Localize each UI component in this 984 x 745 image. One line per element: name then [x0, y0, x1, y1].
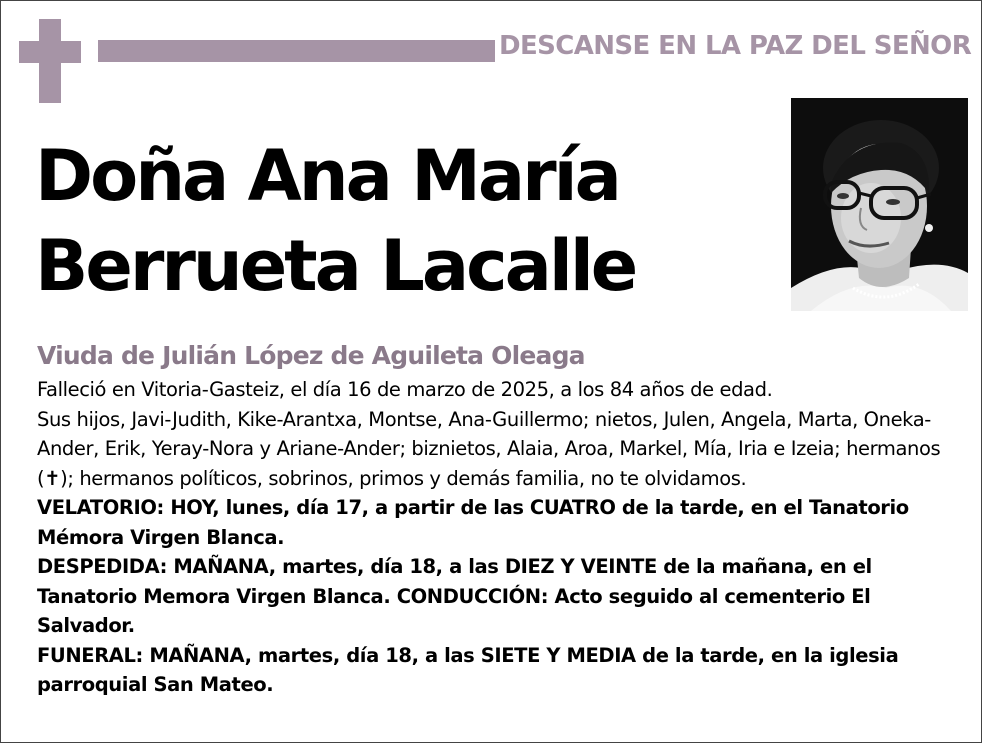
family-text-2: ); hermanos políticos, sobrinos, primos y demás familia, no te olvidamos.: [60, 466, 747, 490]
portrait-photo: [791, 98, 968, 311]
despedida-paragraph: [37, 552, 967, 641]
despedida-text: DESPEDIDA: MAÑANA, martes, día 18, a las DIEZ Y VEINTE de la mañana, en el Tanatorio Memora Virgen Blanca. CONDUCCIÓN: Acto seguido al cementerio El Salvador.: [37, 555, 872, 637]
death-line: Falleció en Vitoria-Gasteiz, el día 16 de marzo de 2025, a los 84 años de edad.: [37, 378, 773, 401]
header-bar: [98, 40, 495, 62]
notice-body: [37, 375, 967, 700]
small-cross-icon: ✝: [44, 466, 61, 490]
name-line-1: Doña Ana María: [35, 135, 619, 217]
family-paragraph: [37, 405, 967, 494]
widow-of-line: Viuda de Julián López de Aguileta Oleaga: [37, 341, 585, 370]
velatorio-text: VELATORIO: HOY, lunes, día 17, a partir de las CUATRO de la tarde, en el Tanatorio Mémora Virgen Blanca.: [37, 496, 909, 549]
funeral-text: FUNERAL: MAÑANA, martes, día 18, a las SIETE Y MEDIA de la tarde, en la iglesia parroquial San Mateo.: [37, 643, 899, 696]
deceased-name: [35, 131, 775, 311]
family-text-1: Sus hijos, Javi-Judith, Kike-Arantxa, Montse, Ana-Guillermo; nietos, Julen, Angela, Marta, Oneka-Ander, Erik, Yeray-Nora y Ariane-Ander; biznietos, Alaia, Aroa, Markel, Mía, Iria e Izeia; hermanos (: [37, 407, 941, 490]
velatorio-paragraph: [37, 493, 967, 552]
header-title: DESCANSE EN LA PAZ DEL SEÑOR: [499, 31, 972, 61]
funeral-paragraph: [37, 641, 967, 700]
name-line-2: Berrueta Lacalle: [35, 225, 636, 307]
